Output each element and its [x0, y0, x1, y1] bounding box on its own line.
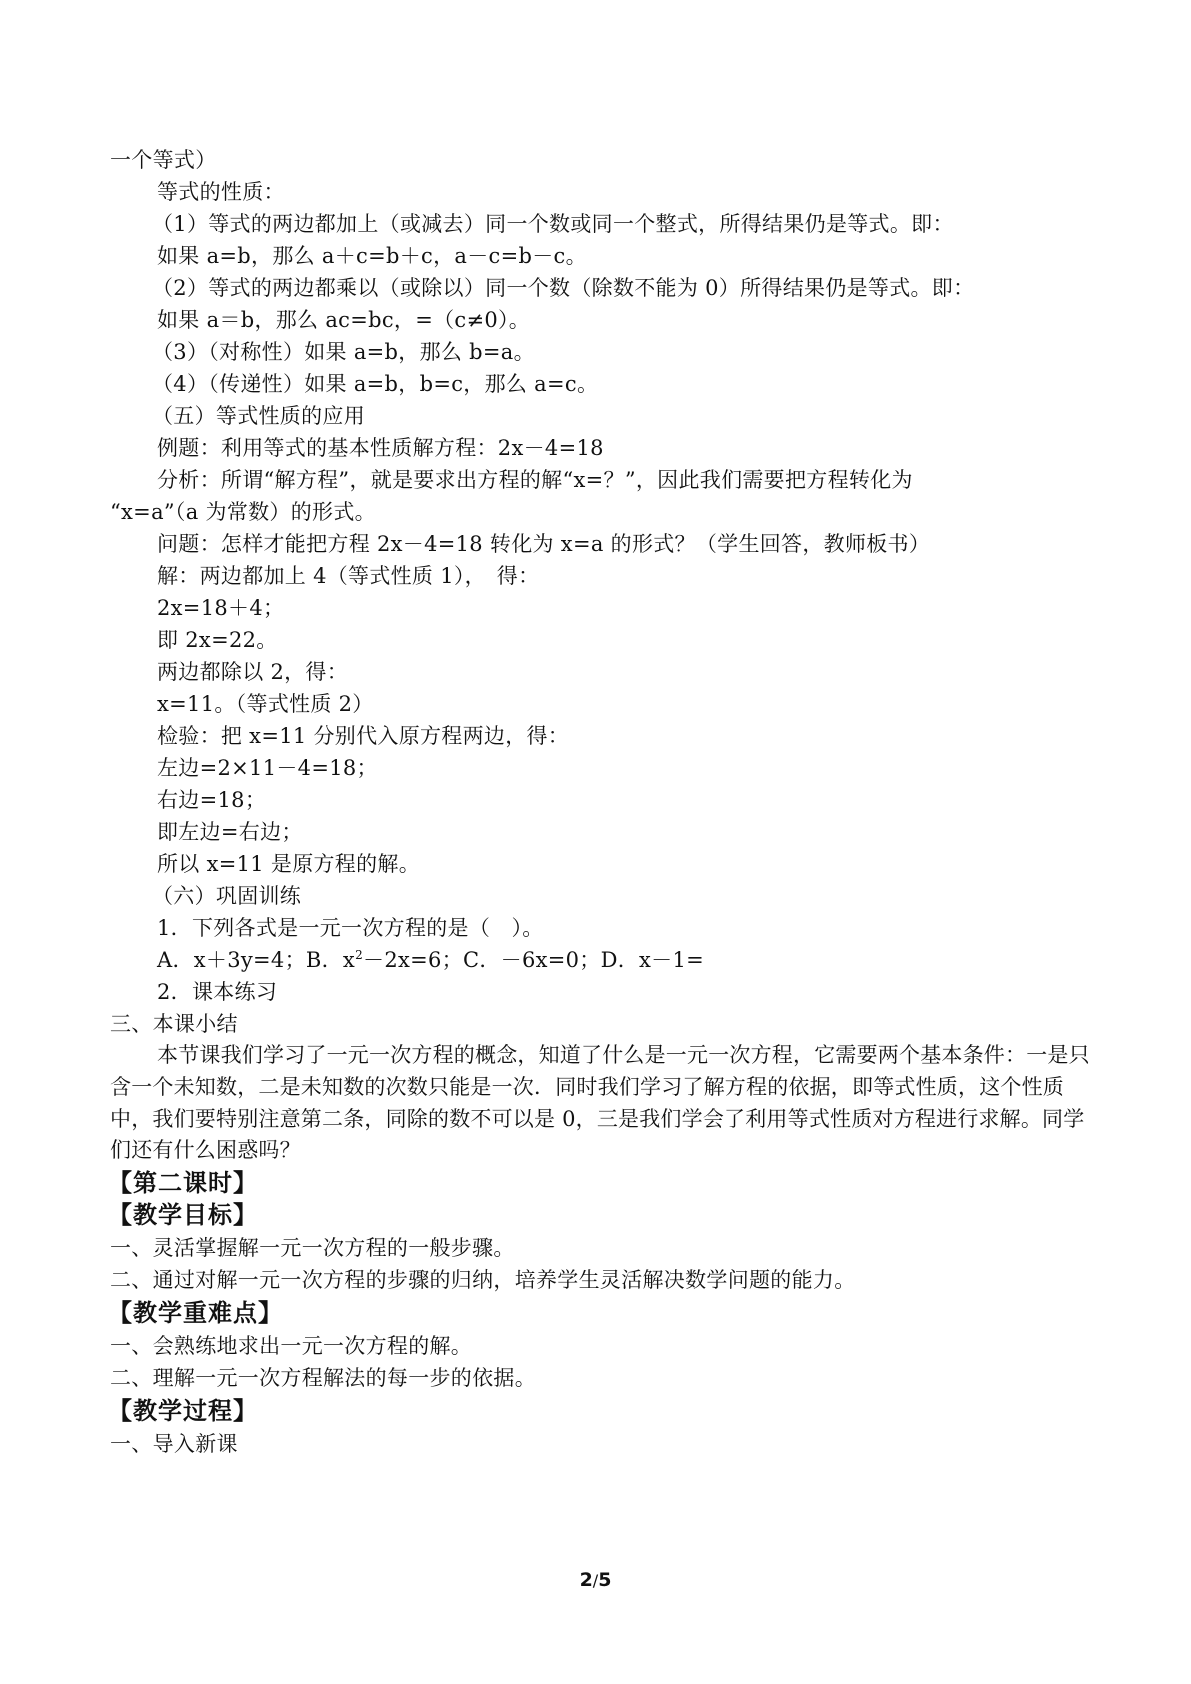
- text-line: （4）（传递性）如果 a=b，b=c，那么 a=c。: [152, 372, 599, 396]
- summary-paragraph: 本节课我们学习了一元一次方程的概念，知道了什么是一元一次方程，它需要两个基本条件：一是只含一个未知数，二是未知数的次数只能是一次．同时我们学习了解方程的依据，即等式性质，这个性质中，我们要特别注意第二条，同除的数不可以是 0，三是我们学会了利用等式性质对方程进行求解。同学们还有什么困惑吗？: [110, 1043, 1090, 1163]
- text-line: （1）等式的两边都加上（或减去）同一个数或同一个整式，所得结果仍是等式。即：: [152, 212, 954, 236]
- text-line: （3）（对称性）如果 a=b，那么 b=a。: [152, 340, 535, 364]
- lesson-heading: 【第二课时】: [108, 1169, 258, 1197]
- key-points-heading: 【教学重难点】: [108, 1299, 283, 1327]
- text-line: 两边都除以 2，得：: [157, 660, 349, 684]
- total-pages: 5: [598, 1569, 612, 1591]
- text-line: “x=a”（a 为常数）的形式。: [110, 500, 376, 524]
- text-line: x=11。（等式性质 2）: [157, 692, 374, 716]
- text-line: 例题：利用等式的基本性质解方程：2x－4=18: [157, 436, 604, 460]
- text-line: 二、理解一元一次方程解法的每一步的依据。: [110, 1366, 536, 1390]
- text-line: 一个等式）: [110, 148, 217, 172]
- current-page: 2: [579, 1569, 593, 1591]
- text-line: 一、会熟练地求出一元一次方程的解。: [110, 1334, 473, 1358]
- text-line: 右边=18；: [157, 788, 267, 812]
- process-heading: 【教学过程】: [108, 1397, 258, 1425]
- section-heading: 三、本课小结: [110, 1012, 238, 1036]
- text-line: 2．课本练习: [157, 980, 278, 1004]
- page-separator: /: [592, 1571, 599, 1590]
- exercise-question: 1．下列各式是一元一次方程的是（ ）。: [157, 916, 544, 940]
- section-heading: （五）等式性质的应用: [152, 404, 365, 428]
- text-line: 左边=2×11－4=18；: [157, 756, 378, 780]
- text-line: 问题：怎样才能把方程 2x－4=18 转化为 x=a 的形式？（学生回答，教师板书）: [157, 532, 931, 556]
- text-line: 等式的性质：: [157, 180, 285, 204]
- section-heading: （六）巩固训练: [152, 884, 302, 908]
- option-text: A．x＋3y=4；B．x: [157, 948, 356, 972]
- text-line: 分析：所谓“解方程”，就是要求出方程的解“x=？”，因此我们需要把方程转化为: [157, 468, 913, 492]
- text-line: 即左边=右边；: [157, 820, 303, 844]
- page-number: [0, 1568, 1191, 1593]
- text-line: 所以 x=11 是原方程的解。: [157, 852, 421, 876]
- exercise-options: [157, 946, 704, 974]
- text-line: 即 2x=22。: [157, 628, 278, 652]
- option-text: －2x=6；C．－6x=0；D．x－1=: [363, 948, 705, 972]
- text-line: 2x=18＋4；: [157, 596, 285, 620]
- text-line: 如果 a＝b，那么 ac=bc，=（c≠0）。: [157, 308, 531, 332]
- text-line: 解：两边都加上 4（等式性质 1）， 得：: [157, 564, 540, 588]
- text-line: 如果 a=b，那么 a＋c=b＋c，a－c=b－c。: [157, 244, 587, 268]
- text-line: 检验：把 x=11 分别代入原方程两边，得：: [157, 724, 570, 748]
- text-line: 二、通过对解一元一次方程的步骤的归纳，培养学生灵活解决数学问题的能力。: [110, 1268, 856, 1292]
- text-line: （2）等式的两边都乘以（或除以）同一个数（除数不能为 0）所得结果仍是等式。即：: [152, 276, 975, 300]
- text-line: 一、灵活掌握解一元一次方程的一般步骤。: [110, 1236, 515, 1260]
- objectives-heading: 【教学目标】: [108, 1201, 258, 1229]
- text-line: 一、导入新课: [110, 1432, 238, 1456]
- exponent: 2: [355, 948, 364, 962]
